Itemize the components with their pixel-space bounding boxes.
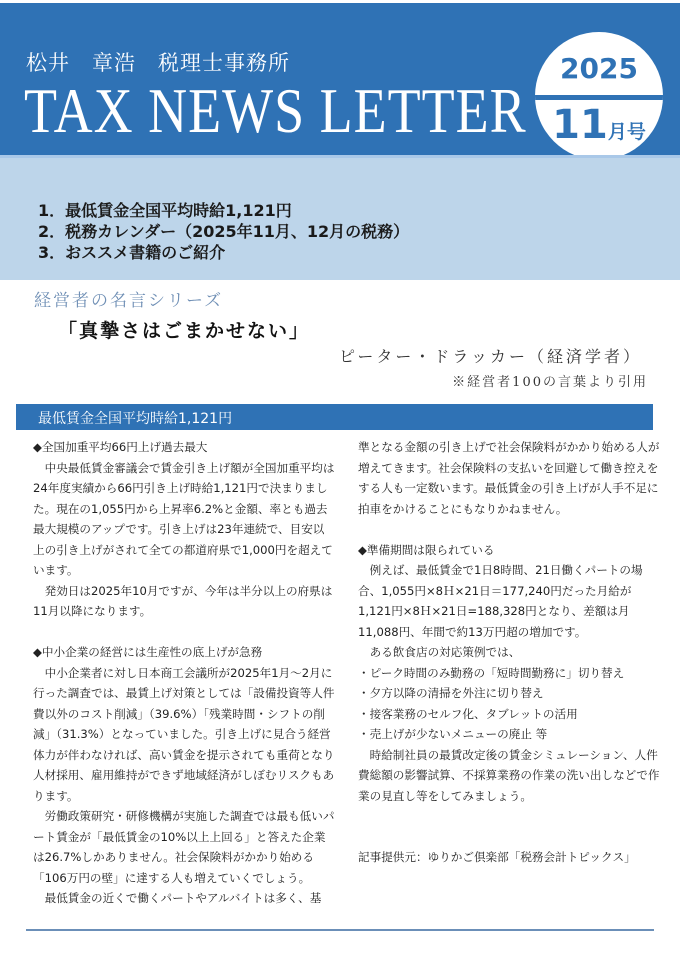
issue-suffix: 月号 [607, 121, 646, 143]
spacer [358, 827, 660, 848]
footer-divider [26, 929, 654, 931]
list-item: ・夕方以降の清掃を外注に切り替え [358, 686, 544, 700]
subsection-heading: ◆準備期間は限られている [358, 542, 495, 557]
list-item: ・ピーク時間のみ勤務の「短時間勤務に」切り替え [358, 665, 625, 680]
issue-month [535, 102, 663, 148]
article-title: 最低賃金全国平均時給1,121円 [38, 411, 233, 427]
quote-series-label: 経営者の名言シリーズ [34, 291, 224, 311]
list-item: ・売上げが少ないメニューの廃止 等 [358, 727, 548, 741]
newsletter-title: TAX NEWS LETTER [24, 75, 527, 147]
toc-item: 3．おススメ書籍のご紹介 [38, 243, 226, 262]
spacer [358, 806, 660, 827]
table-of-contents [0, 155, 680, 280]
article-right-column [358, 437, 660, 868]
paragraph: 中小企業者に対し日本商工会議所が2025年1月～2月に行った調査では、最賃上げ対策としては「設備投資等人件費以外のコスト削減」（39.6%）「残業時間・シフトの削減」（31.3%）となっていました。引き上げに見合う経営体力が伴わなければ、高い賃金を提示されても重荷となり人材採用、雇用維持ができず地域経済がしぼむリスクもあります。 [33, 665, 335, 803]
article-credit: 記事提供元：ゆりかご倶楽部「税務会計トピックス」 [358, 850, 636, 864]
toc-list [38, 200, 409, 263]
toc-item: 1．最低賃金全国平均時給1,121円 [38, 201, 292, 220]
spacer [358, 519, 660, 540]
quote-text: 「真摯さはごまかせない」 [58, 320, 311, 342]
issue-number: 11 [552, 102, 608, 148]
paragraph: ある飲食店の対応策例では、 [369, 645, 521, 659]
spacer [33, 622, 335, 643]
toc-item: 2．税務カレンダー（2025年11月、12月の税務） [38, 222, 410, 241]
subsection-heading: ◆全国加重平均66円上げ過去最大 [33, 440, 208, 454]
quote-author: ピーター・ドラッカー（経済学者） [338, 347, 642, 366]
paragraph: 中央最低賃金審議会で賃金引き上げ額が全国加重平均は24年度実績から66円引き上げ時給1,121円で決まりました。現在の1,055円から上昇率6.2%と金額、率とも過去最大規模のアップです。引き上げは23年連続で、目安以上の引き上げがされて全ての都道府県で1,000円を超えています。 [33, 460, 335, 577]
paragraph: 最低賃金の近くで働くパートやアルバイトは多く、基 [44, 891, 322, 905]
issue-year: 2025 [560, 52, 638, 85]
paragraph: 労働政策研究・研修機構が実施した調査では最も低いパート賃金が「最低賃金の10%以上上回る」と答えた企業は26.7%しかありません。社会保険料がかかり始める「106万円の壁」に達する人も増えていくでしょう。 [33, 809, 335, 885]
quote-source: ※経営者100の言葉より引用 [452, 375, 648, 390]
article-left-column [33, 437, 335, 909]
paragraph: 時給制社員の最賃改定後の賃金シミュレーション、人件費総額の影響試算、不採算業務の作業の洗い出しなどで作業の見直し等をしてみましょう。 [358, 747, 660, 803]
badge-divider [535, 95, 663, 100]
masthead-banner [0, 3, 680, 155]
paragraph: 準となる金額の引き上げで社会保険料がかかり始める人が増えてきます。社会保険料の支払いを回避して働き控えをする人も一定数います。最低賃金の引き上げが人手不足に拍車をかけることにもなりかねません。 [358, 440, 660, 516]
list-item: ・接客業務のセルフ化、タブレットの活用 [358, 706, 578, 721]
paragraph: 発効日は2025年10月ですが、今年は半分以上の府県は11月以降になります。 [33, 583, 333, 618]
article-title-bar [16, 404, 653, 430]
paragraph: 例えば、最低賃金で1日8時間、21日働くパートの場合、1,055円×8Ｈ×21日＝177,240円だった月給が1,121円×8Ｈ×21日=188,328円となり、差額は月11,088円、年間で約13万円超の増加です。 [358, 563, 643, 639]
subsection-heading: ◆中小企業の経営には生産性の底上げが急務 [33, 645, 263, 659]
firm-name: 松井 章浩 税理士事務所 [26, 51, 290, 75]
issue-badge [535, 32, 663, 160]
